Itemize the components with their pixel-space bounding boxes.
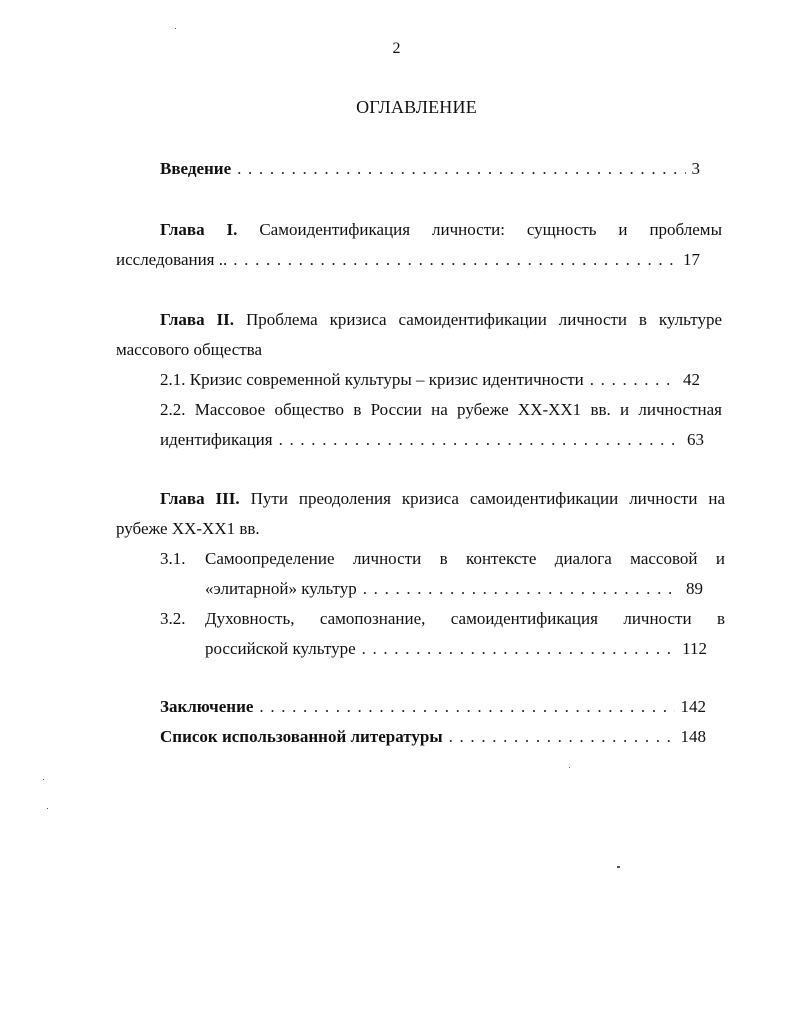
dot-leader (259, 692, 674, 722)
section-2-2-title: 2.2. Массовое общество в России на рубеже XX-XX1 вв. и личностная (160, 400, 722, 419)
section-2-2-title-cont: идентификация (160, 430, 273, 449)
section-2-1-page: 42 (683, 370, 700, 389)
scan-speck (43, 779, 44, 780)
dot-leader (363, 574, 680, 604)
chapter-3-label: Глава III. (160, 489, 240, 508)
section-3-2-number: 3.2. (160, 609, 186, 628)
chapter-1-label: Глава I. (160, 220, 238, 239)
toc-bibliography-page: 148 (680, 727, 706, 746)
toc-intro-page: 3 (691, 159, 700, 178)
dot-leader (362, 634, 677, 664)
page-title: ОГЛАВЛЕНИЕ (356, 97, 477, 117)
section-3-1-title-cont: «элитарной» культур (205, 579, 357, 598)
toc-entry-closing (160, 692, 706, 752)
page-number: 2 (392, 40, 401, 57)
chapter-3-title-line1 (116, 484, 725, 514)
dot-leader (237, 154, 685, 184)
section-3-1-title: Самоопределение личности в контексте диалога массовой и (205, 549, 725, 568)
chapter-3-title-cont: рубеже XX-XX1 вв. (116, 519, 260, 538)
chapter-1-title: Самоидентификация личности: сущность и проблемы (259, 220, 722, 239)
dot-leader (449, 722, 675, 752)
chapter-2-label: Глава II. (160, 310, 235, 329)
section-2-1-title: 2.1. Кризис современной культуры – кризис идентичности (160, 370, 584, 389)
toc-conclusion-page: 142 (680, 697, 706, 716)
section-3-1-page: 89 (686, 579, 703, 598)
section-3-2-title-cont: российской культуре (205, 639, 356, 658)
section-3-1-number: 3.1. (160, 549, 186, 568)
chapter-1-page: 17 (683, 250, 700, 269)
scan-speck (175, 28, 176, 29)
chapter-2-title-cont: массового общества (116, 340, 263, 359)
chapter-1-title-line1 (116, 215, 722, 245)
section-2-2-page: 63 (687, 430, 704, 449)
section-3-1-title-line1 (116, 544, 725, 574)
section-3-2-title: Духовность, самопознание, самоидентификация личности в (205, 609, 725, 628)
chapter-2-title: Проблема кризиса самоидентификации личности в культуре (245, 310, 722, 329)
scan-speck (617, 866, 620, 868)
scan-speck (47, 808, 48, 809)
section-3-2-title-line1 (116, 604, 725, 634)
toc-entry-chapter-2 (116, 305, 722, 455)
dot-leader (590, 365, 677, 395)
toc-bibliography-label: Список использованной литературы (160, 727, 443, 746)
dot-leader (233, 245, 677, 275)
chapter-1-title-cont: исследования .. (116, 250, 228, 269)
toc-conclusion-label: Заключение (160, 697, 254, 716)
section-3-2-page: 112 (682, 639, 707, 658)
chapter-3-title: Пути преодоления кризиса самоидентификации личности на (250, 489, 726, 508)
toc-entry-intro (160, 154, 700, 184)
chapter-2-title-line1 (116, 305, 722, 335)
toc-entry-chapter-3 (116, 484, 725, 664)
toc-entry-chapter-1 (116, 215, 722, 275)
toc-intro-label: Введение (160, 159, 232, 178)
scan-speck (569, 767, 570, 768)
dot-leader (279, 425, 681, 455)
